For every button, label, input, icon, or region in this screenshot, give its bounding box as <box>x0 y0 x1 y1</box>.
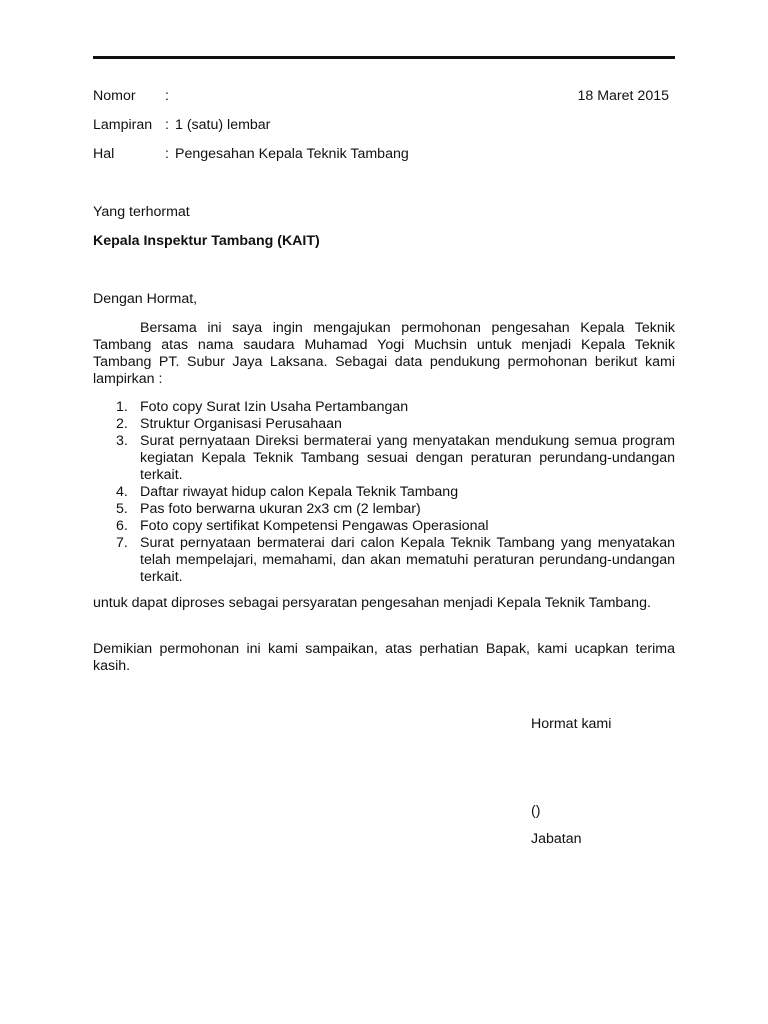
hal-label: Hal <box>93 146 115 162</box>
nomor-row <box>93 88 675 105</box>
list-item <box>93 399 675 416</box>
list-item-text: Daftar riwayat hidup calon Kepala Teknik Tambang <box>140 484 459 500</box>
list-item <box>93 535 675 586</box>
purpose-paragraph: untuk dapat diproses sebagai persyaratan pengesahan menjadi Kepala Teknik Tambang. <box>93 595 651 611</box>
signature-name: () <box>531 803 541 819</box>
lampiran-colon: : <box>165 117 169 133</box>
list-item-text: Foto copy Surat Izin Usaha Pertambangan <box>140 399 409 415</box>
header-rule <box>93 56 675 59</box>
list-item <box>93 433 675 484</box>
nomor-colon: : <box>165 88 169 104</box>
list-item-number: 6. <box>116 518 128 534</box>
lampiran-row <box>93 117 675 134</box>
list-item-number: 4. <box>116 484 128 500</box>
nomor-label: Nomor <box>93 88 136 104</box>
lampiran-value: 1 (satu) lembar <box>175 117 271 133</box>
list-item-text: Surat pernyataan bermaterai dari calon Kepala Teknik Tambang yang menyatakan telah mempelajari, memahami, dan akan mematuhi peraturan perundang-undangan terkait. <box>140 535 675 585</box>
letter-date: 18 Maret 2015 <box>577 88 669 104</box>
list-item-text: Pas foto berwarna ukuran 2x3 cm (2 lembar) <box>140 501 421 517</box>
list-item <box>93 416 675 433</box>
signature-regards: Hormat kami <box>531 716 612 732</box>
list-item-text: Struktur Organisasi Perusahaan <box>140 416 342 432</box>
hal-row <box>93 146 675 163</box>
list-item-text: Surat pernyataan Direksi bermaterai yang menyatakan mendukung semua program kegiatan Kepala Teknik Tambang sesuai dengan peraturan perundang-undangan terkait. <box>140 433 675 483</box>
list-item-number: 5. <box>116 501 128 517</box>
list-item-number: 3. <box>116 433 128 449</box>
list-item-number: 1. <box>116 399 128 415</box>
list-item-number: 7. <box>116 535 128 551</box>
list-item <box>93 518 675 535</box>
lampiran-label: Lampiran <box>93 117 153 133</box>
list-item-text: Foto copy sertifikat Kompetensi Pengawas Operasional <box>140 518 489 534</box>
hal-value: Pengesahan Kepala Teknik Tambang <box>175 146 409 162</box>
list-item <box>93 501 675 518</box>
recipient-salutation: Yang terhormat <box>93 204 190 220</box>
signature-title: Jabatan <box>531 831 582 847</box>
list-item-number: 2. <box>116 416 128 432</box>
closing-paragraph: Demikian permohonan ini kami sampaikan, atas perhatian Bapak, kami ucapkan terima kasih. <box>93 641 675 674</box>
intro-paragraph: Bersama ini saya ingin mengajukan permohonan pengesahan Kepala Teknik Tambang atas nama saudara Muhamad Yogi Muchsin untuk menjadi Kepala Teknik Tambang PT. Subur Jaya Laksana. Sebagai data pendukung permohonan berikut kami lampirkan : <box>93 320 675 387</box>
attachment-list <box>93 399 675 586</box>
hal-colon: : <box>165 146 169 162</box>
recipient-name: Kepala Inspektur Tambang (KAIT) <box>93 233 320 249</box>
list-item <box>93 484 675 501</box>
greeting: Dengan Hormat, <box>93 291 198 307</box>
